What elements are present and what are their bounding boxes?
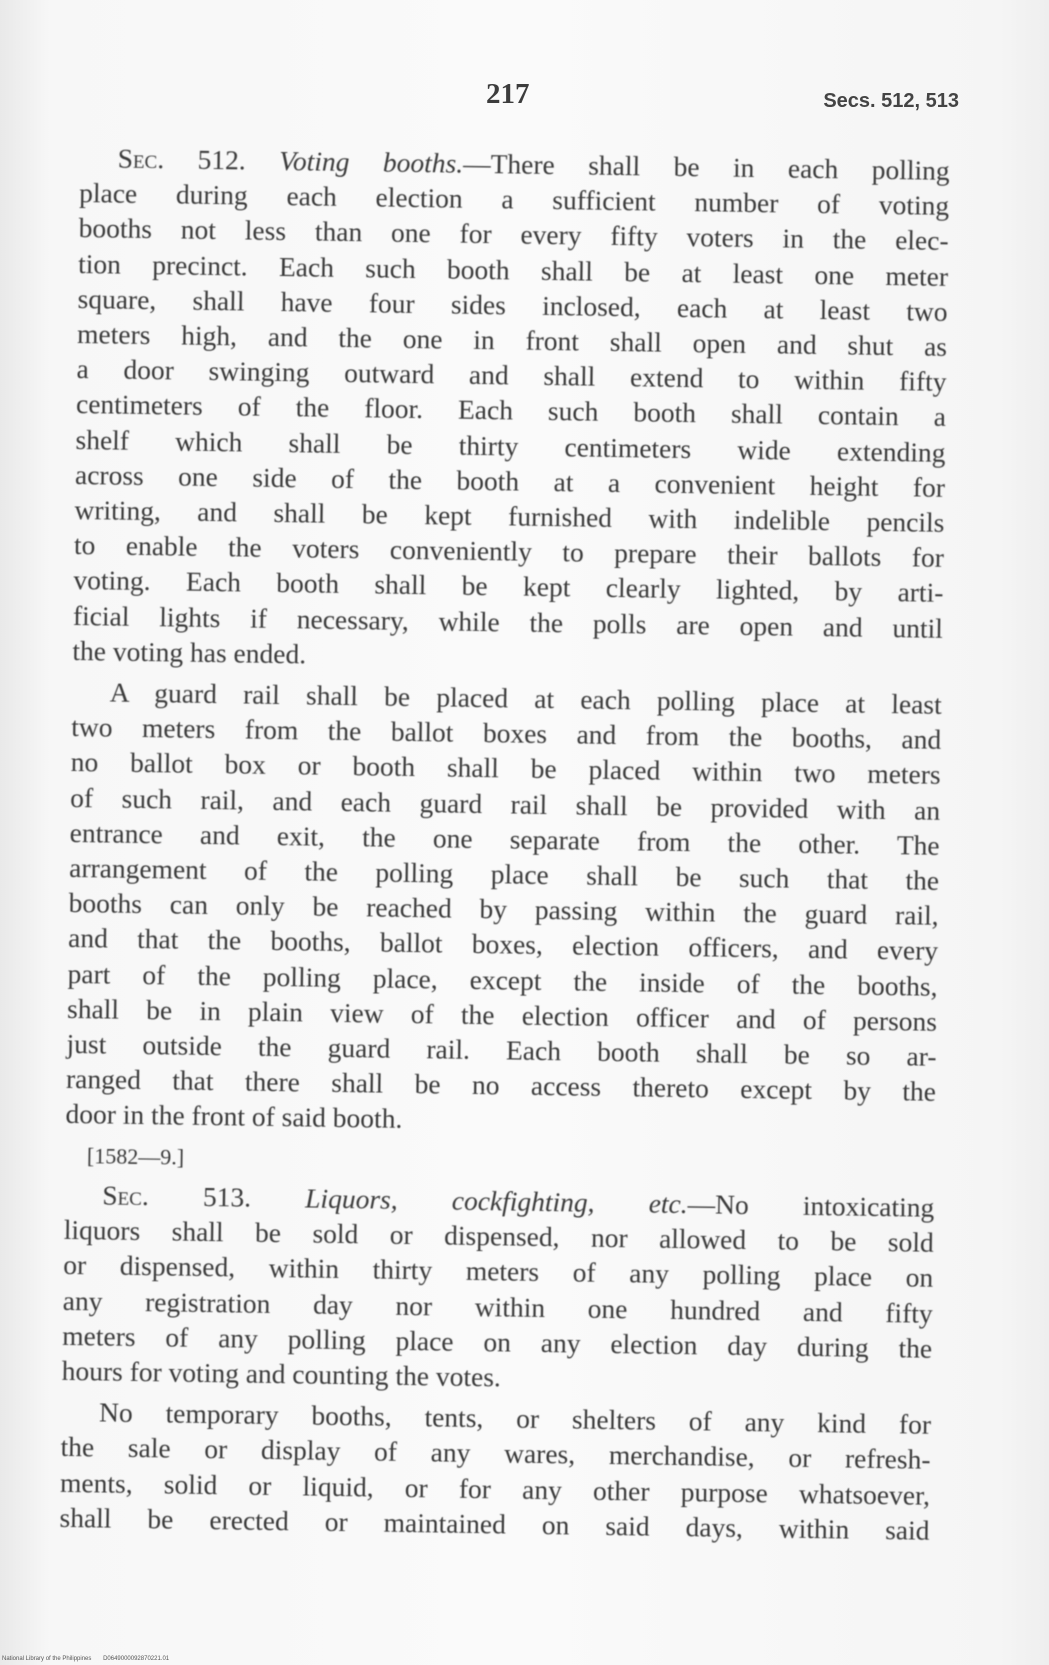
text-line: of such rail, and each guard rail shall be provided with an (70, 781, 941, 826)
text-line: tion precinct. Each such booth shall be at least one meter (77, 247, 949, 292)
text-line: arrangement of the polling place shall be such that the (68, 851, 940, 896)
text-line: square, shall have four sides inclosed, each at least two (77, 282, 948, 327)
text-line: ficial lights if necessary, while the polls are open and until (72, 599, 944, 644)
sec-513-paragraph-1 (61, 1177, 934, 1401)
text-line: or dispensed, within thirty meters of any polling place on (63, 1249, 934, 1294)
text-line: a door swinging outward and shall extend to within fifty (76, 353, 947, 398)
text-line: voting. Each booth shall be kept clearly lighted, by arti- (73, 564, 944, 609)
em-dash: — (687, 1188, 716, 1220)
text-line: just outside the guard rail. Each booth shall be so ar- (66, 1027, 937, 1072)
text-line: writing, and shall be kept furnished with indelible pencils (74, 493, 945, 538)
text-line: No temporary booths, tents, or shelters of any kind for (98, 1396, 932, 1440)
scan-footer (2, 1656, 179, 1662)
library-name: National Library of the Philippines (2, 1656, 92, 1662)
text-line: the voting has ended. (72, 634, 307, 670)
sec-513-paragraph-2 (59, 1394, 931, 1548)
text-line: entrance and exit, the one separate from the other. The (69, 816, 940, 861)
page-number: 217 (486, 78, 530, 110)
body-text (59, 140, 950, 1548)
text-line: across one side of the booth at a convenient height for (74, 458, 946, 503)
text-line: meters high, and the one in front shall open and shut as (76, 317, 948, 362)
text-line: no ballot box or booth shall be placed within two meters (70, 746, 941, 791)
text-line: ments, solid or liquid, or for any other purpose whatsoever, (59, 1466, 931, 1511)
text-line: meters of any polling place on any election day during the (62, 1319, 933, 1364)
text-line: the sale or display of any wares, merchandise, or refresh- (60, 1431, 931, 1476)
text-line: hours for voting and counting the votes. (61, 1354, 502, 1393)
scan-code: D0649000092870221.01 (103, 1656, 170, 1662)
text-line: place during each election a sufficient number of voting (78, 177, 950, 222)
text-line: and that the booths, ballot boxes, election officers, and every (67, 922, 939, 967)
text-line: shall be erected or maintained on said days, within said (59, 1501, 930, 1546)
section-title: Voting booths. (279, 144, 464, 179)
text-line: door in the front of said booth. (65, 1098, 403, 1135)
text-line: ranged that there shall be no access thereto except by the (65, 1063, 937, 1108)
text-line: centimeters of the floor. Each such booth shall contain a (75, 388, 947, 433)
text-line: shall be in plain view of the election officer and of persons (66, 992, 938, 1037)
text-line: any registration day nor within one hundred and fifty (62, 1284, 933, 1329)
running-head-sections: Secs. 512, 513 (823, 90, 959, 112)
text-line: part of the polling place, except the inside of the booths, (67, 957, 938, 1002)
statute-reference: [1582—9.] (86, 1142, 185, 1170)
em-dash: — (462, 147, 491, 180)
text-line: to enable the voters conveniently to prepare their ballots for (73, 529, 945, 574)
sec-512-paragraph-1 (72, 140, 950, 681)
sec-512-paragraph-2 (65, 674, 942, 1144)
section-title: Liquors, cockfighting, etc. (304, 1182, 688, 1220)
text-line: A guard rail shall be placed at each polling place at least (109, 676, 942, 720)
text-line: shelf which shall be thirty centimeters wide extending (75, 423, 946, 468)
line-text: No intoxicating (714, 1188, 935, 1223)
text-line: booths can only be reached by passing within the guard rail, (68, 887, 939, 932)
text-line: two meters from the ballot boxes and from the booths, and (71, 711, 942, 756)
text-line: booths not less than one for every fifty voters in the elec- (78, 212, 949, 257)
text-line: liquors shall be sold or dispensed, nor allowed to be sold (63, 1213, 934, 1258)
section-number: Sec. 512. (117, 142, 246, 176)
section-number: Sec. 513. (102, 1179, 252, 1213)
line-text: There shall be in each polling (490, 148, 950, 186)
